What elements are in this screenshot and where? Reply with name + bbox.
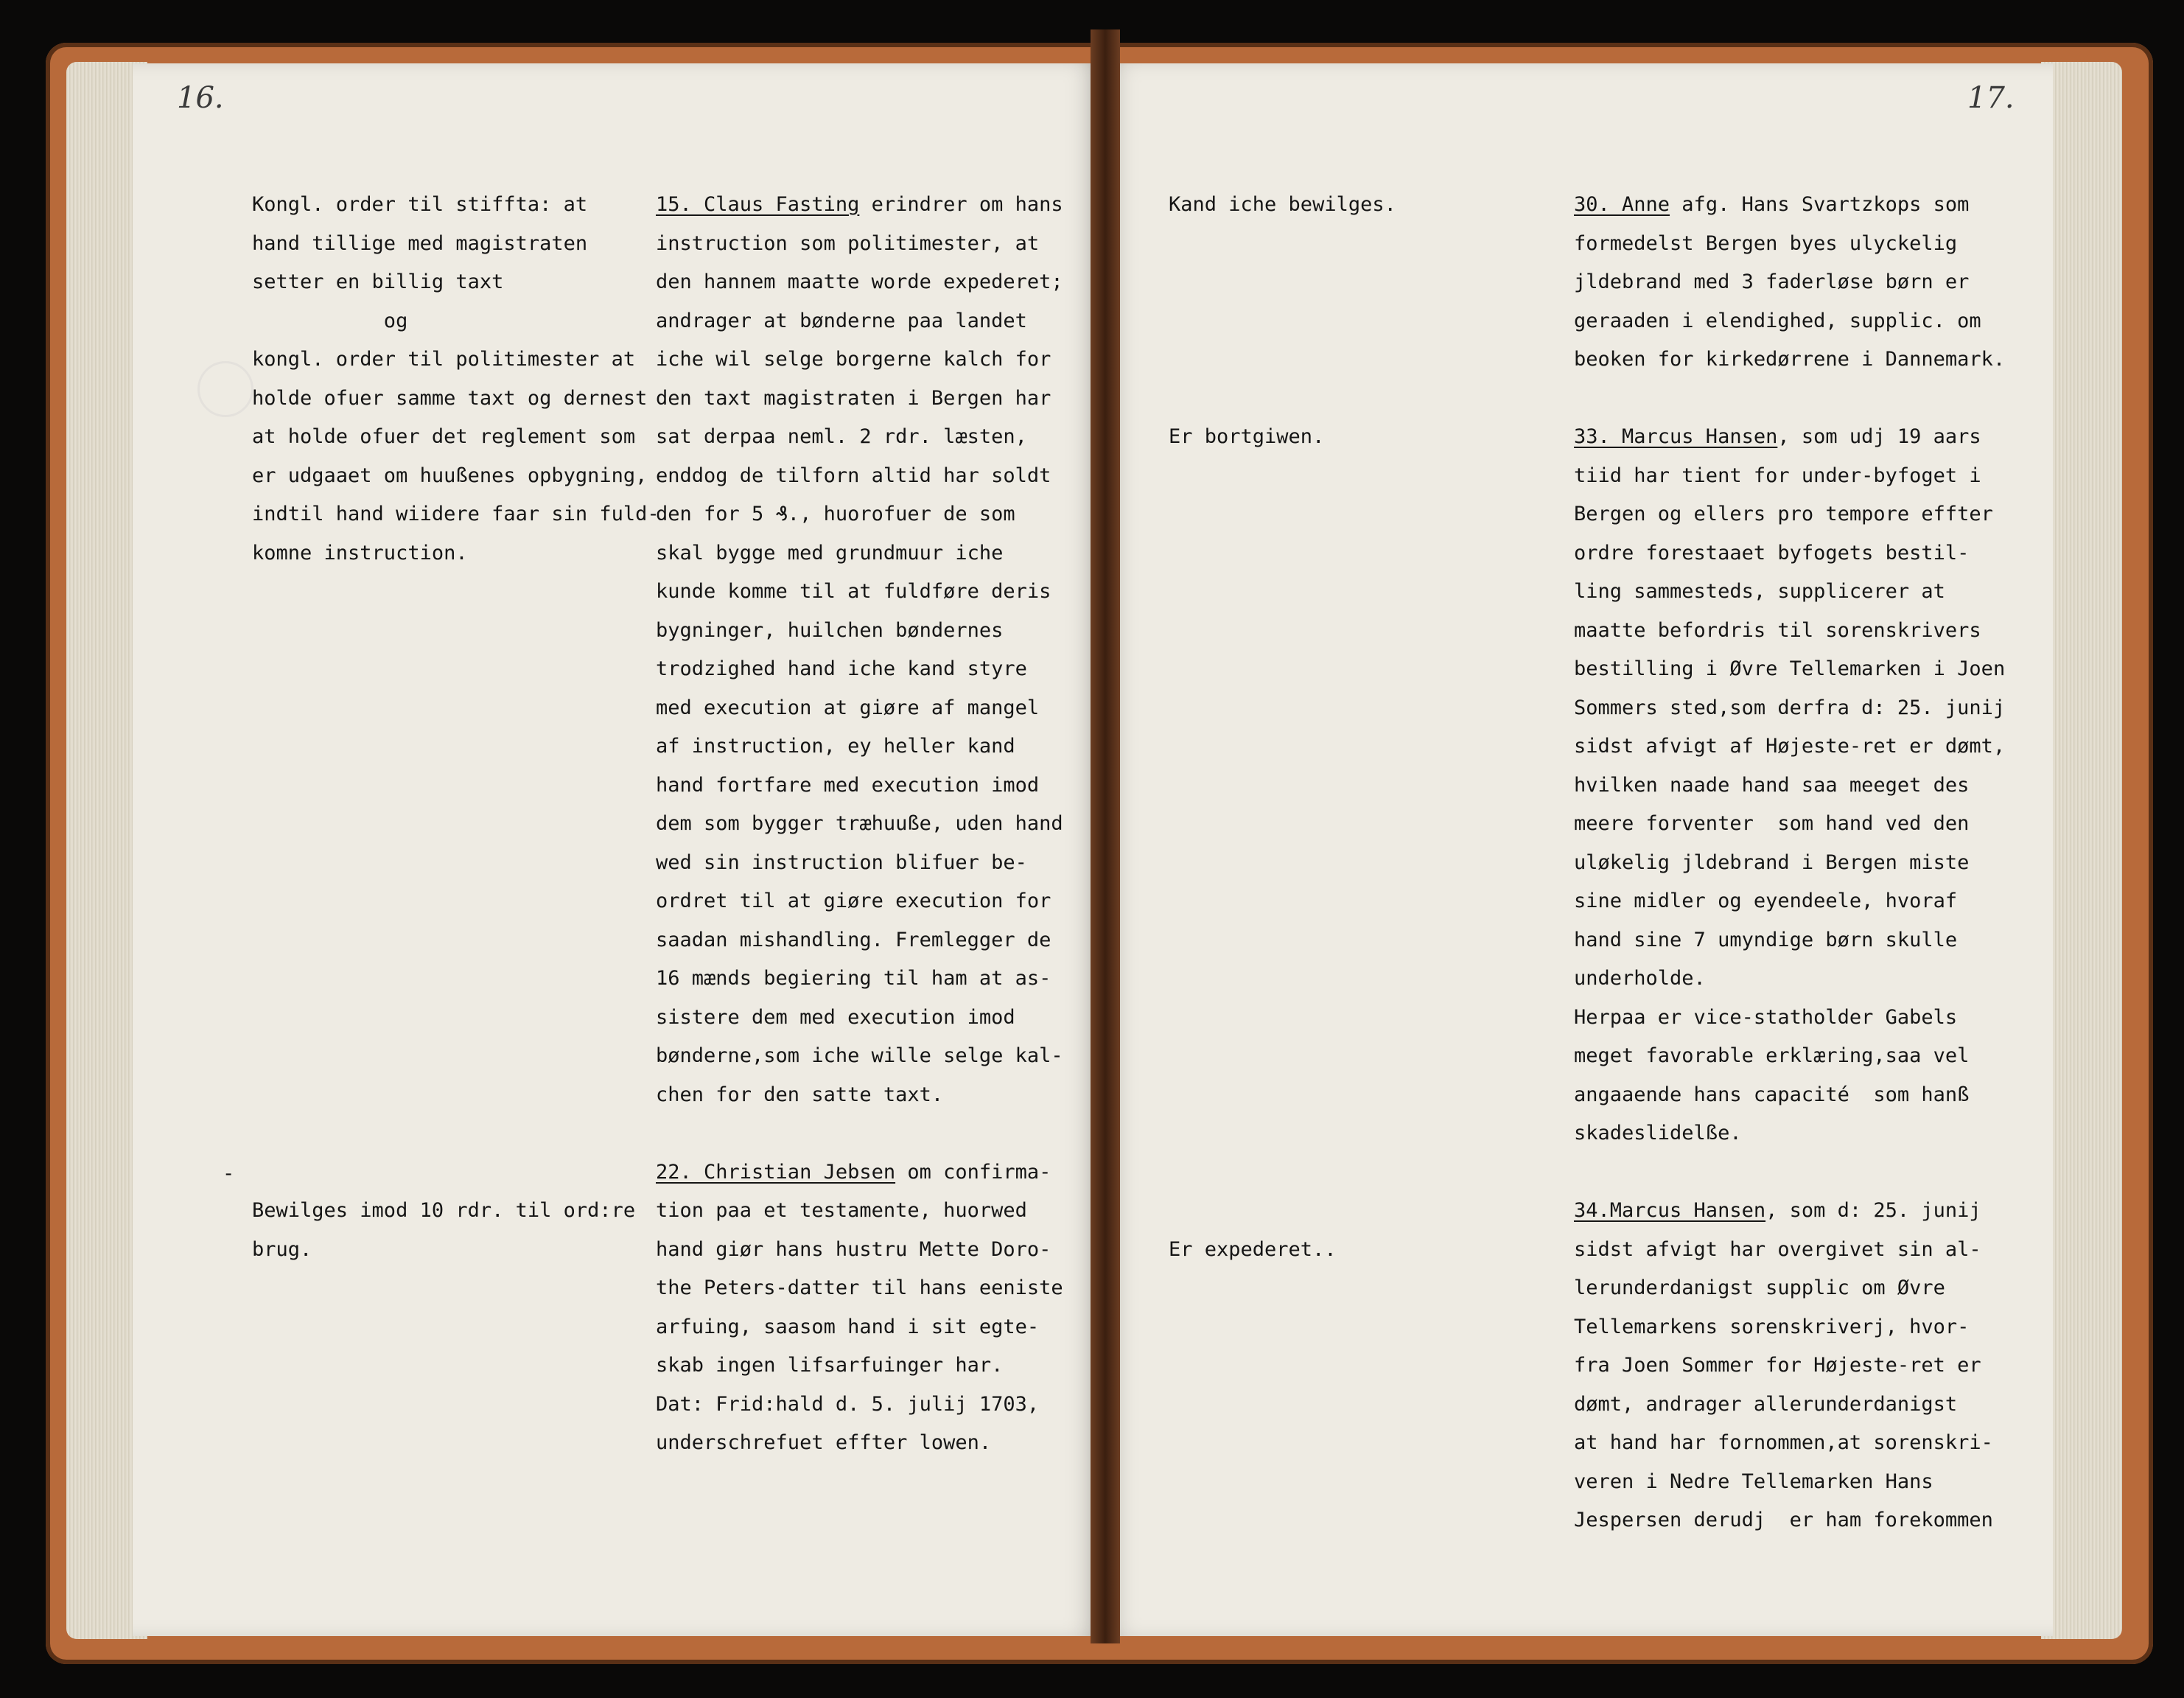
text-line [1169,727,1396,766]
text-line [252,999,659,1038]
text-line: maatte befordris til sorenskrivers [1574,618,1981,642]
text-line [252,960,659,999]
text-line: ordret til at giøre execution for [656,890,1051,912]
text-line: arfuing, saasom hand i sit egte- [656,1315,1040,1338]
right-page-number: 17. [1967,81,2015,115]
text-line: veren i Nedre Tellemarken Hans [1574,1470,1933,1493]
text-line [1574,1192,2005,1231]
text-line: sistere dem med execution imod [656,1005,1015,1029]
text-line: the Peters-datter til hans eeniste [656,1276,1063,1299]
entry-heading: 30. Anne [1574,193,1670,216]
text-line: hand sine 7 umyndige børn skulle [1574,928,1958,951]
text-line [1169,921,1396,960]
text-line: Sommers sted,som derfra d: 25. junij [1574,696,2006,719]
text-line: ordre forestaaet byfogets bestil- [1574,541,1970,565]
text-line [1169,650,1396,689]
text-line [1574,186,2005,225]
text-line: er udgaaet om huußenes opbygning, [252,464,648,487]
text-line: skadeslidelße. [1574,1122,1742,1145]
text-line: brug. [252,1237,312,1261]
text-line: at hand har fornommen,at sorenskri- [1574,1431,1993,1454]
text-line [1169,689,1396,728]
entry-heading: 33. Marcus Hansen [1574,425,1778,448]
text-line: chen for den satte taxt. [656,1083,944,1106]
text-line [1169,457,1396,496]
text-line: kunde komme til at fuldføre deris [656,580,1051,603]
left-page-number: 16. [177,81,224,115]
text-line: andrager at bønderne paa landet [656,309,1027,332]
text-line [252,1114,659,1153]
entry-text: erindrer om hans [859,193,1063,216]
text-line: hand giør hans hustru Mette Doro- [656,1237,1051,1261]
text-line [1574,418,2005,457]
text-line: iche wil selge borgerne kalch for [656,348,1051,371]
text-line: bønderne,som iche wille selge kal- [656,1044,1063,1067]
text-line: Herpaa er vice-statholder Gabels [1574,1005,1958,1029]
text-line: Dat: Frid:hald d. 5. julij 1703, [656,1392,1040,1416]
entry-heading: 34.Marcus Hansen [1574,1199,1766,1222]
text-line: den taxt magistraten i Bergen har [656,386,1051,410]
text-line: Jespersen derudj er ham forekommen [1574,1509,1993,1531]
text-line [1169,573,1396,612]
text-line [252,844,659,883]
text-line: fra Joen Sommer for Højeste-ret er [1574,1354,1981,1377]
text-line: Bergen og ellers pro tempore effter [1574,503,1993,525]
text-line [1169,1114,1396,1153]
text-line: bestilling i Øvre Tellemarken i Joen [1574,657,2006,680]
text-line: med execution at giøre af mangel [656,696,1040,719]
text-line [252,689,659,728]
text-line [1169,844,1396,883]
text-line: setter en billig taxt [252,270,504,293]
text-line: holde ofuer samme taxt og dernest [252,386,648,410]
text-line: Kongl. order til stiffta: at [252,193,588,216]
text-line: meget favorable erklæring,saa vel [1574,1044,1970,1067]
text-line: tion paa et testamente, huorwed [656,1199,1027,1222]
text-line: 16 mænds begiering til ham at as- [656,967,1051,990]
text-line [252,921,659,960]
text-line: kongl. order til politimester at [252,348,636,371]
text-line: hvilken naade hand saa meeget des [1574,773,1970,797]
right-page-main-column [1574,186,2005,1540]
text-line [1169,225,1396,264]
text-line: indtil hand wiidere faar sin fuld- [252,503,659,525]
text-line [252,1076,659,1115]
text-line: Er expederet.. [1169,1237,1337,1261]
left-page-margin-column [252,186,659,1269]
text-line: instruction som politimester, at [656,231,1040,255]
text-line: at holde ofuer det reglement som [252,425,636,448]
text-line [1169,1153,1396,1192]
text-line: sidst afvigt har overgivet sin al- [1574,1237,1981,1261]
text-line [252,650,659,689]
text-line: formedelst Bergen byes ulyckelig [1574,231,1958,255]
text-line [1169,960,1396,999]
text-line [1169,999,1396,1038]
text-line: underholde. [1574,967,1706,990]
text-line: af instruction, ey heller kand [656,735,1015,758]
text-line: hand fortfare med execution imod [656,773,1040,797]
text-line [252,882,659,921]
text-line [1169,495,1396,534]
text-line: uløkelig jldebrand i Bergen miste [1574,850,1970,874]
text-line: bygninger, huilchen bøndernes [656,618,1004,642]
text-line [1169,1192,1396,1231]
text-line [252,805,659,844]
text-line: dem som bygger træhuuße, uden hand [656,812,1063,835]
text-line: sat derpaa neml. 2 rdr. læsten, [656,425,1027,448]
entry-text: afg. Hans Svartzkops som [1670,193,1970,216]
text-line [252,727,659,766]
text-line [252,573,659,612]
right-page-margin-column [1169,186,1396,1269]
text-line [1574,1153,2005,1192]
text-line [656,186,1063,225]
text-line: Er bortgiwen. [1169,425,1325,448]
text-line: den hannem maatte worde expederet; [656,270,1063,293]
text-line: komne instruction. [252,541,468,565]
text-line: meere forventer som hand ved den [1574,812,1970,835]
book-spine [1091,29,1120,1643]
faint-bleedthrough-stamp [197,361,253,417]
text-line [1169,882,1396,921]
margin-dash: - [223,1162,235,1185]
text-line [1169,1037,1396,1076]
text-line: skab ingen lifsarfuinger har. [656,1354,1004,1377]
text-line: dømt, andrager allerunderdanigst [1574,1392,1958,1416]
text-line: saadan mishandling. Fremlegger de [656,928,1051,951]
text-line: den for 5 ₰., huorofuer de som [656,503,1015,525]
text-line: angaaende hans capacité som hanß [1574,1083,1970,1106]
text-line [656,1114,1063,1153]
page-edges-right [2041,62,2122,1639]
text-line: trodzighed hand iche kand styre [656,657,1027,680]
text-line [1574,380,2005,419]
text-line: Kand iche bewilges. [1169,193,1396,216]
entry-text: , som d: 25. junij [1765,1199,1981,1222]
left-page-main-column [656,186,1063,1463]
text-line: wed sin instruction blifuer be- [656,850,1027,874]
text-line [1169,302,1396,341]
text-line [252,766,659,806]
entry-heading: 22. Christian Jebsen [656,1160,896,1184]
text-line [252,612,659,651]
text-line: sine midler og eyendeele, hvoraf [1574,890,1958,912]
text-line [656,1153,1063,1192]
text-line [1169,612,1396,651]
text-line [252,1153,659,1192]
entry-text: om confirma- [895,1160,1051,1184]
text-line: underschrefuet effter lowen. [656,1431,992,1454]
text-line: Bewilges imod 10 rdr. til ord:re [252,1199,636,1222]
text-line: enddog de tilforn altid har soldt [656,464,1051,487]
text-line [1169,1076,1396,1115]
text-line [1169,380,1396,419]
text-line: beoken for kirkedørrene i Dannemark. [1574,348,2006,371]
text-line: lerunderdanigst supplic om Øvre [1574,1276,1945,1299]
text-line [1169,805,1396,844]
text-line [252,1037,659,1076]
entry-heading: 15. Claus Fasting [656,193,860,216]
text-line [1169,534,1396,573]
text-line: sidst afvigt af Højeste-ret er dømt, [1574,735,2006,758]
text-line: jldebrand med 3 faderløse børn er [1574,270,1970,293]
text-line: og [252,309,408,332]
text-line: Tellemarkens sorenskriverj, hvor- [1574,1315,1970,1338]
text-line: skal bygge med grundmuur iche [656,541,1004,565]
text-line [1169,766,1396,806]
text-line: hand tillige med magistraten [252,231,588,255]
text-line: tiid har tient for under-byfoget i [1574,464,1981,487]
text-line [1169,263,1396,302]
entry-text: , som udj 19 aars [1777,425,1981,448]
text-line [1169,340,1396,380]
text-line: geraaden i elendighed, supplic. om [1574,309,1981,332]
text-line: ling sammesteds, supplicerer at [1574,580,1945,603]
